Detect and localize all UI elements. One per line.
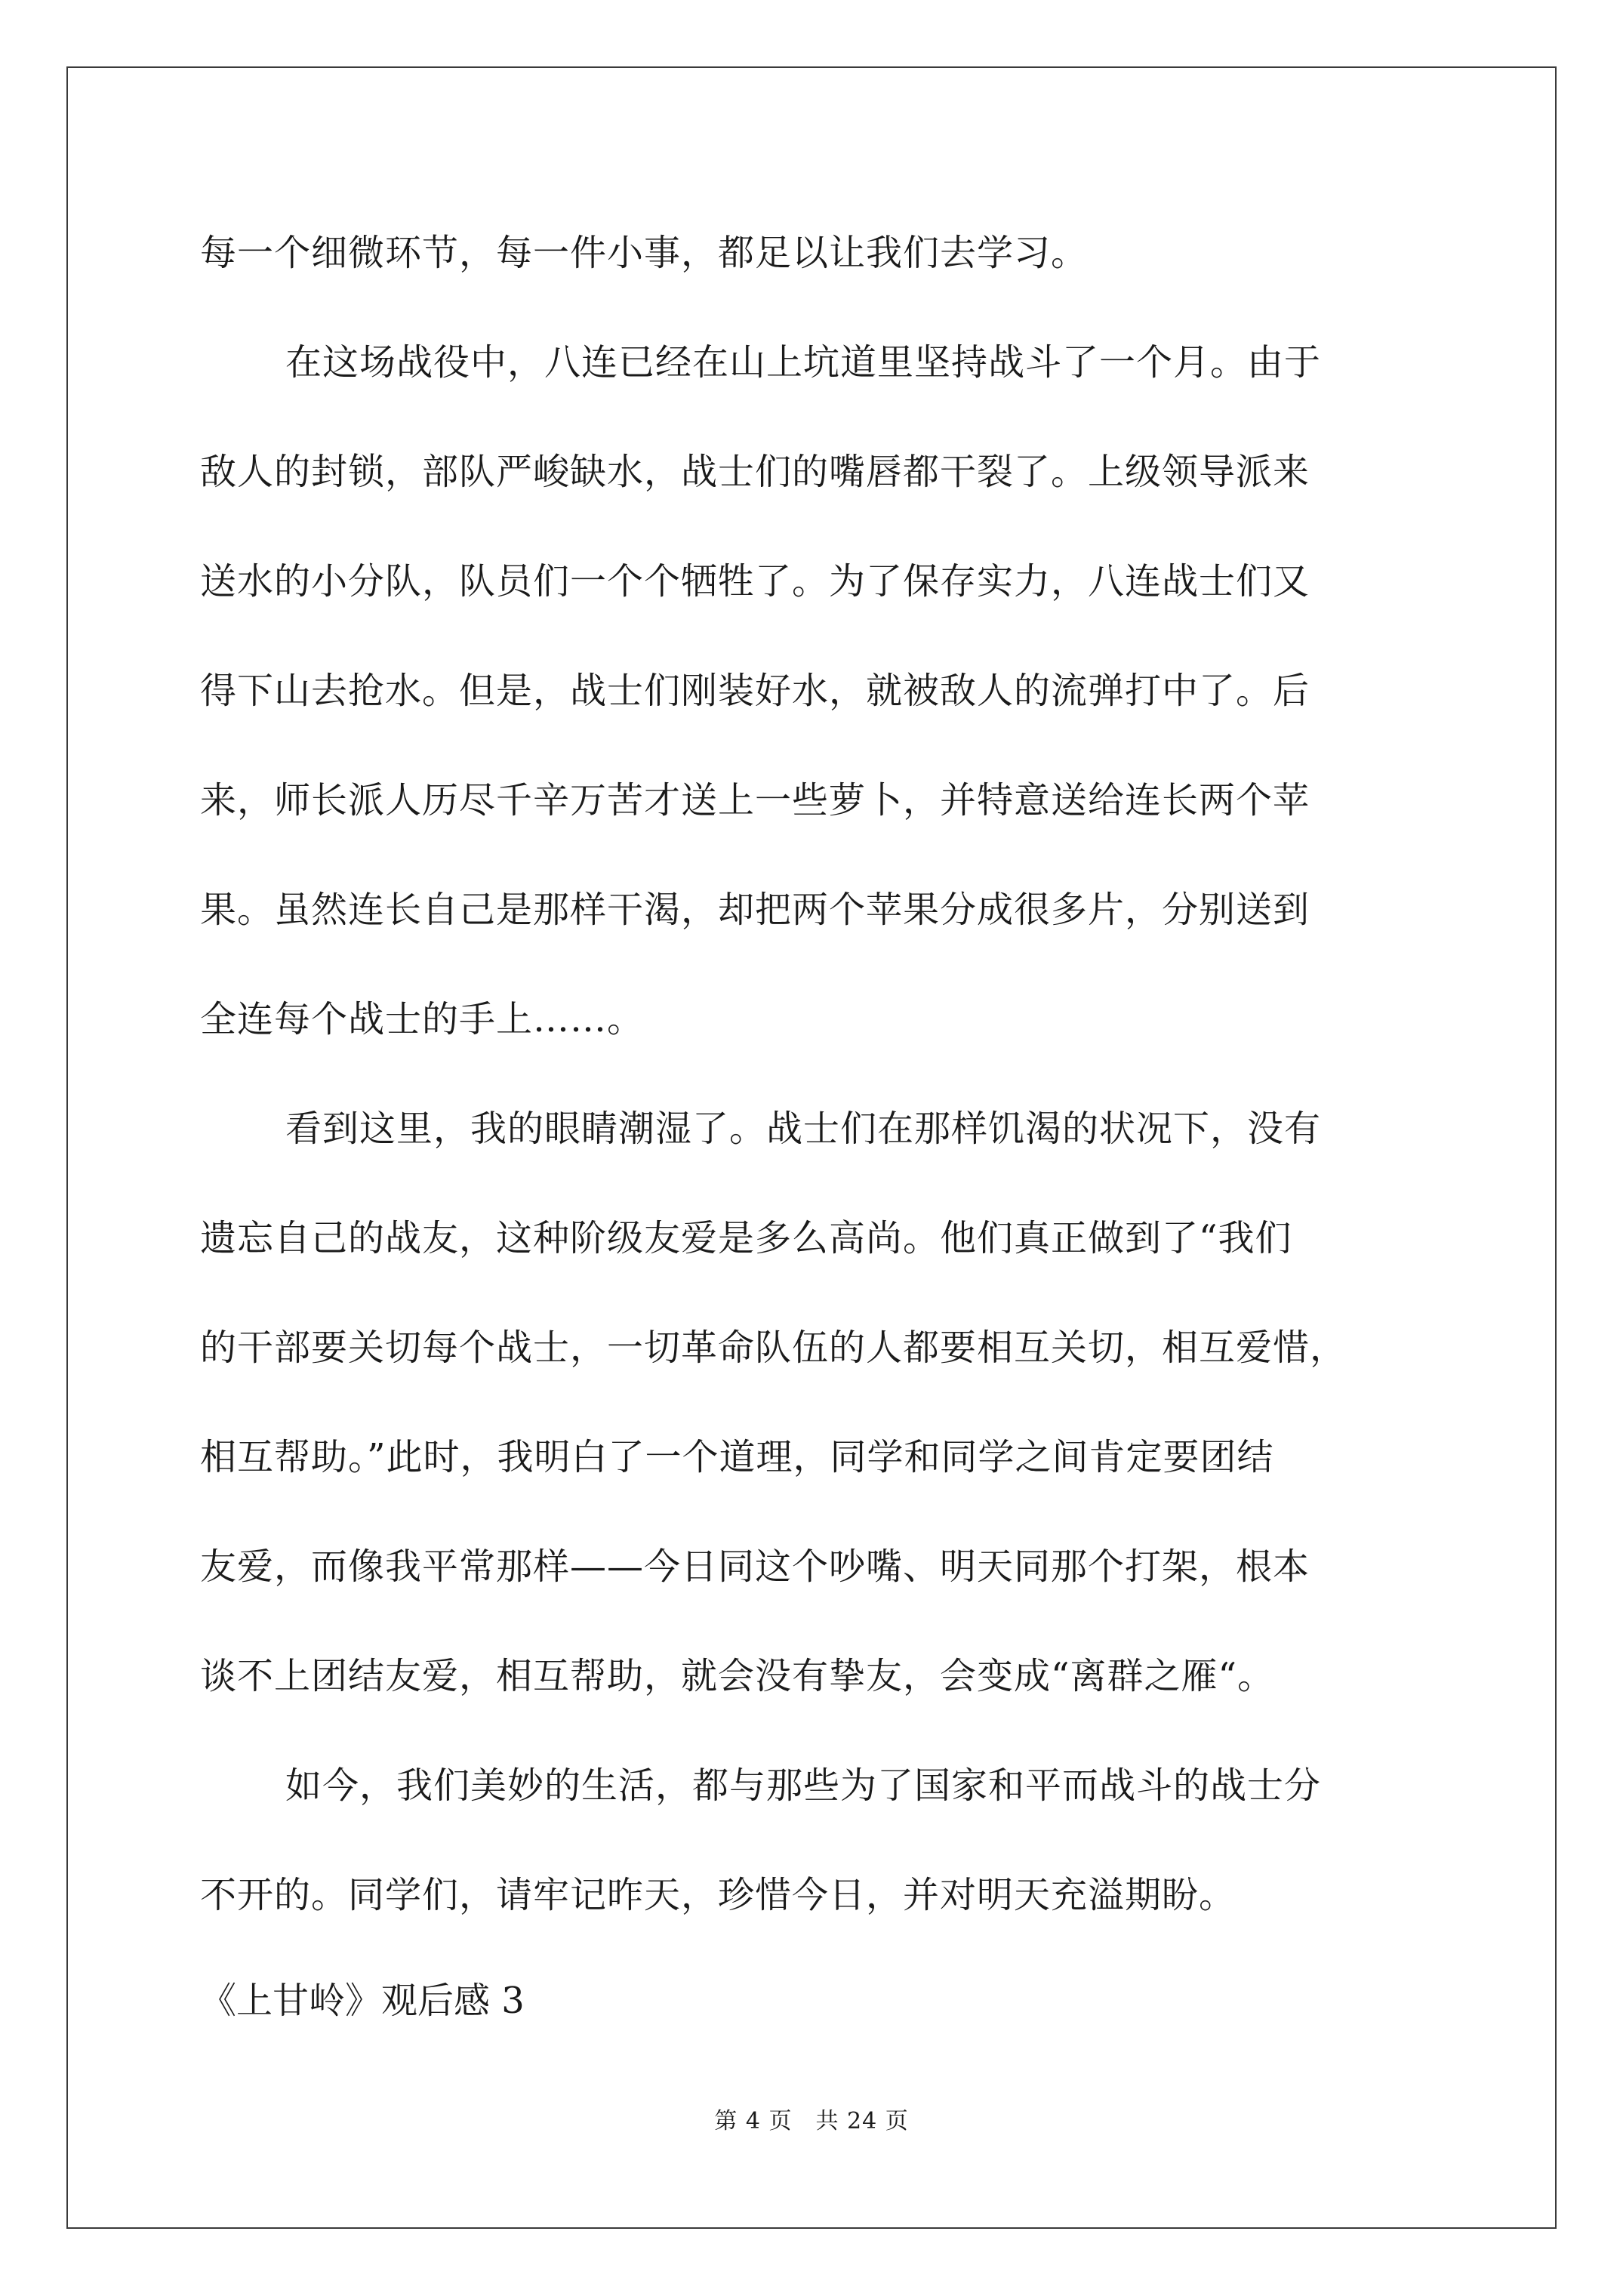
body-line: 果。虽然连长自己是那样干渴，却把两个苹果分成很多片，分别送到 — [200, 889, 1310, 931]
body-line: 友爱，而像我平常那样——今日同这个吵嘴、明天同那个打架，根本 — [200, 1546, 1310, 1588]
body-line: 遗忘自己的战友，这种阶级友爱是多么高尚。他们真正做到了“我们 — [200, 1217, 1292, 1259]
body-line: 看到这里，我的眼睛潮湿了。战士们在那样饥渴的状况下，没有 — [285, 1108, 1322, 1150]
body-line: 来，师长派人历尽千辛万苦才送上一些萝卜，并特意送给连长两个苹 — [200, 779, 1310, 821]
body-line: 敌人的封锁，部队严峻缺水，战士们的嘴唇都干裂了。上级领导派来 — [200, 451, 1310, 493]
body-line: 谈不上团结友爱，相互帮助，就会没有挚友，会变成“离群之雁“。 — [200, 1655, 1275, 1697]
body-line: 不开的。同学们，请牢记昨天，珍惜今日，并对明天充溢期盼。 — [200, 1874, 1236, 1916]
body-line: 全连每个战士的手上……。 — [200, 998, 645, 1040]
body-line: 的干部要关切每个战士，一切革命队伍的人都要相互关切，相互爱惜， — [200, 1327, 1347, 1369]
body-line: 每一个细微环节，每一件小事，都足以让我们去学习。 — [200, 232, 1089, 274]
body-line: 相互帮助。”此时，我明白了一个道理，同学和同学之间肯定要团结 — [200, 1436, 1274, 1478]
body-line: 如今，我们美妙的生活，都与那些为了国家和平而战斗的战士分 — [285, 1764, 1322, 1807]
body-line: 在这场战役中，八连已经在山上坑道里坚持战斗了一个月。由于 — [285, 341, 1322, 384]
page-number-footer: 第 4 页 共 24 页 — [714, 2108, 909, 2134]
section-heading: 《上甘岭》观后感 3 — [200, 1980, 525, 2022]
body-line: 得下山去抢水。但是，战士们刚装好水，就被敌人的流弹打中了。后 — [200, 670, 1310, 712]
body-line: 送水的小分队，队员们一个个牺牲了。为了保存实力，八连战士们又 — [200, 560, 1310, 603]
